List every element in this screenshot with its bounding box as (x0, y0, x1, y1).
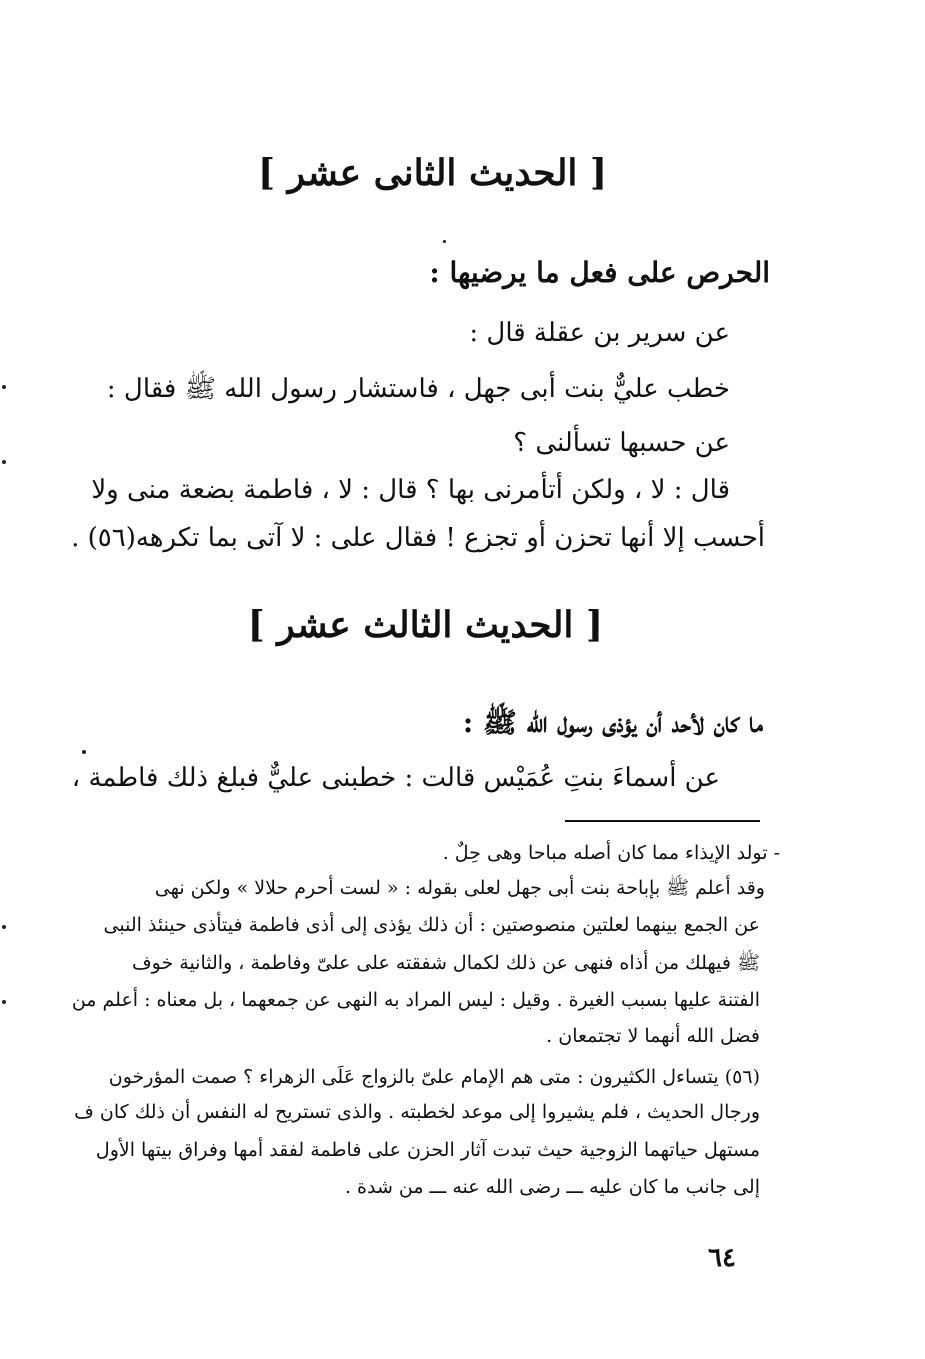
footnote-56-line-2: ورجال الحديث ، فلم يشيروا إلى موعد لخطبته . والذى تستريح له النفس أن ذلك كان ف (74, 1101, 760, 1123)
footnote-continued-line-4: ﷺ فيهلك من أذاه فنهى عن ذلك لكمال شفقته على علىّ وفاطمة ، والثانية خوف (131, 952, 760, 974)
section-12-line-5: أحسب إلا أنها تحزن أو تجزع ! فقال على : لا آتى بما تكرهه(٥٦) . (71, 523, 765, 553)
section-13-subtitle: ما كان لأحد أن يؤذى رسول الله ﷺ : (462, 706, 763, 739)
footnote-separator (565, 820, 760, 822)
heading-hadith-13: [ الحديث الثالث عشر ] (247, 604, 603, 646)
footnote-56-line-4: إلى جانب ما كان عليه ـــ رضى الله عنه ـــ من شدة . (344, 1176, 760, 1198)
section-12-subtitle: الحرص على فعل ما يرضيها : (429, 256, 770, 289)
section-12-line-4: قال : لا ، ولكن أتأمرنى بها ؟ قال : لا ، فاطمة بضعة منى ولا (91, 475, 730, 505)
margin-speck (2, 1000, 6, 1004)
section-12-line-3: عن حسبها تسألنى ؟ (513, 428, 730, 458)
section-12-line-2: خطب عليٌّ بنت أبى جهل ، فاستشار رسول الله ﷺ فقال : (106, 374, 730, 404)
section-12-line-1: عن سرير بن عقلة قال : (469, 318, 730, 348)
print-speck (443, 240, 446, 243)
heading-hadith-12: [ الحديث الثانى عشر ] (258, 152, 607, 194)
margin-speck (2, 925, 6, 929)
footnote-continued-line-3: عن الجمع بينهما لعلتين منصوصتين : أن ذلك يؤذى إلى أذى فاطمة فيتأذى حينئذ النبى (103, 914, 760, 936)
footnote-56-line-1: (٥٦) يتساءل الكثيرون : متى هم الإمام علىّ بالزواج عَلَى الزهراء ؟ صمت المؤرخون (108, 1066, 760, 1088)
margin-speck (2, 460, 6, 464)
footnote-continued-line-5: الفتنة عليها بسبب الغيرة . وقيل : ليس المراد به النهى عن جمعهما ، بل معناه : أعلم من (71, 989, 760, 1011)
footnote-continued-line-2: وقد أعلم ﷺ بإباحة بنت أبى جهل لعلى بقوله : « لست أحرم حلالا » ولكن نهى (154, 877, 765, 899)
footnote-continued-line-1: - تولد الإيذاء مما كان أصله مباحا وهى حِلٌ . (442, 842, 780, 864)
margin-speck (2, 385, 6, 389)
footnote-continued-line-6: فضل الله أنهما لا تجتمعان . (546, 1025, 760, 1047)
footnote-56-line-3: مستهل حياتهما الزوجية حيث تبدت آثار الحزن على فاطمة لفقد أمها وفراق بيتها الأول (95, 1139, 760, 1161)
print-speck (82, 750, 86, 754)
page-number: ٦٤ (708, 1243, 736, 1273)
section-13-line-1: عن أسماءَ بنتِ عُمَيْس قالت : خطبنى عليٌّ فبلغ ذلك فاطمة ، (71, 763, 720, 793)
